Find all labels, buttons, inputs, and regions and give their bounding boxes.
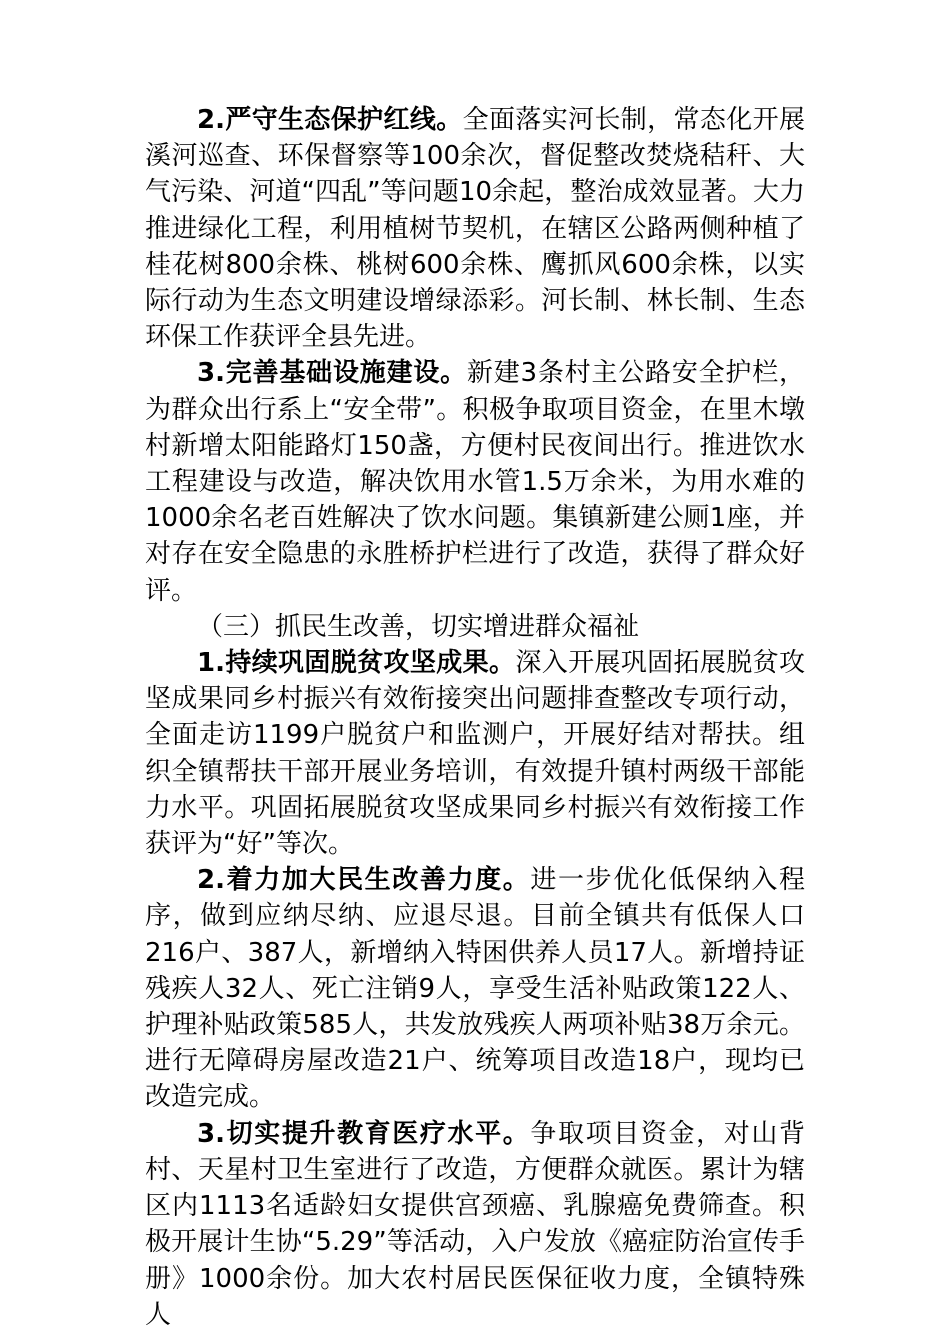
- paragraph-body: 新建3条村主公路安全护栏，为群众出行系上“安全带”。积极争取项目资金，在里木墩村新增太阳能路灯150盏，方便村民夜间出行。推进饮水工程建设与改造，解决饮用水管1.5万余米，为用水难的1000余名老百姓解决了饮水问题。集镇新建公厕1座，并对存在安全隐患的永胜桥护栏进行了改造，获得了群众好评。: [145, 358, 806, 606]
- section-heading: （三）抓民生改善，切实增进群众福祉: [197, 611, 640, 642]
- paragraph-infrastructure: [145, 355, 805, 608]
- document-page: [145, 102, 805, 1333]
- paragraph-body: 深入开展巩固拓展脱贫攻坚成果同乡村振兴有效衔接突出问题排查整改专项行动，全面走访1199户脱贫户和监测户，开展好结对帮扶。组织全镇帮扶干部开展业务培训，有效提升镇村两级干部能力水平。巩固拓展脱贫攻坚成果同乡村振兴有效衔接工作获评为“好”等次。: [145, 648, 805, 860]
- paragraph-lead: 1.持续巩固脱贫攻坚成果。: [197, 648, 516, 679]
- paragraph-education-medical: [145, 1116, 805, 1333]
- paragraph-lead: 2.严守生态保护红线。: [197, 105, 463, 135]
- paragraph-lead: 3.切实提升教育医疗水平。: [197, 1118, 531, 1149]
- paragraph-body: 进一步优化低保纳入程序，做到应纳尽纳、应退尽退。目前全镇共有低保人口216户、387人，新增纳入特困供养人员17人。新增持证残疾人32人、死亡注销9人，享受生活补贴政策122人、护理补贴政策585人，共发放残疾人两项补贴38万余元。进行无障碍房屋改造21户、统筹项目改造18户，现均已改造完成。: [145, 865, 805, 1113]
- paragraph-lead: 2.着力加大民生改善力度。: [197, 865, 531, 896]
- paragraph-body: 争取项目资金，对山背村、天星村卫生室进行了改造，方便群众就医。累计为辖区内1113名适龄妇女提供宫颈癌、乳腺癌免费筛查。积极开展计生协“5.29”等活动，入户发放《癌症防治宣传手册》1000余份。加大农村居民医保征收力度，全镇特殊人: [145, 1118, 805, 1330]
- paragraph-lead: 3.完善基础设施建设。: [197, 358, 467, 389]
- paragraph-ecology: [145, 102, 805, 355]
- paragraph-poverty: [145, 645, 805, 862]
- paragraph-body: 全面落实河长制，常态化开展溪河巡查、环保督察等100余次，督促整改焚烧秸秆、大气污染、河道“四乱”等问题10余起，整治成效显著。大力推进绿化工程，利用植树节契机，在辖区公路两侧种植了桂花树800余株、桃树600余株、鹰抓风600余株，以实际行动为生态文明建设增绿添彩。河长制、林长制、生态环保工作获评全县先进。: [145, 105, 805, 353]
- paragraph-livelihood: [145, 862, 805, 1115]
